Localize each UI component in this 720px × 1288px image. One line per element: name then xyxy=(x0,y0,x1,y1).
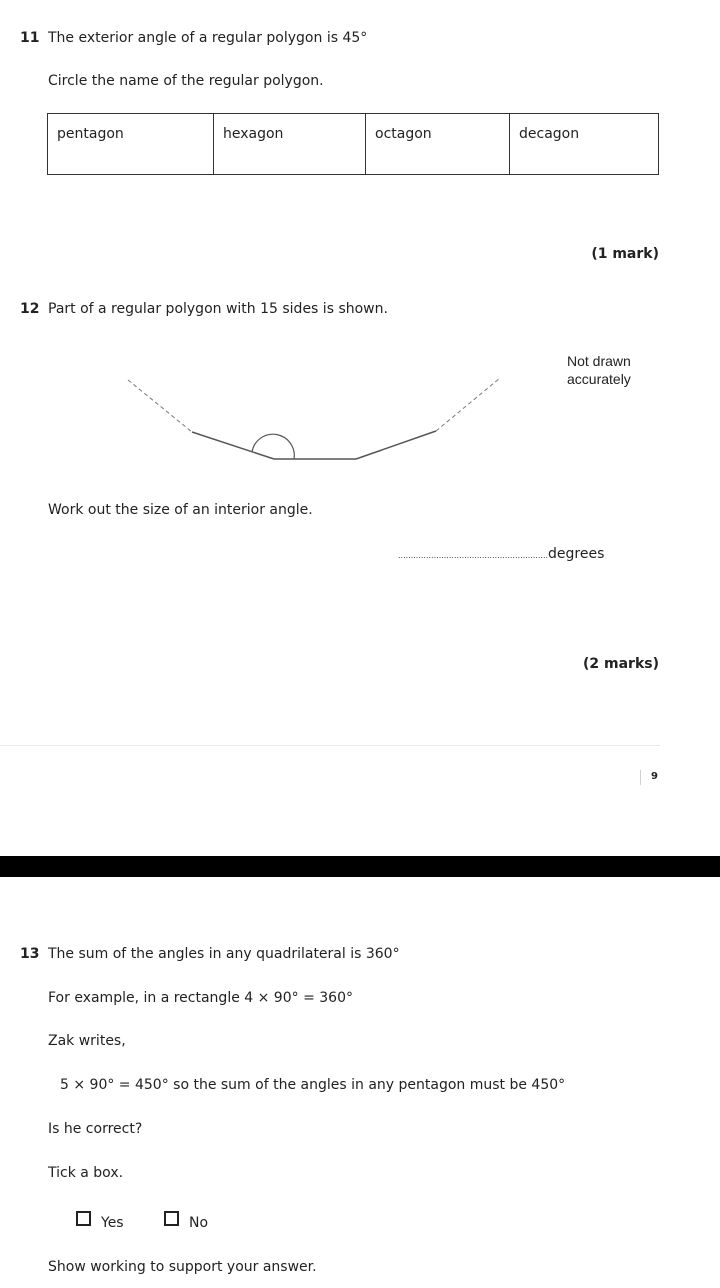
dashed-right-edge xyxy=(436,378,500,431)
q11-instruction: Circle the name of the regular polygon. xyxy=(48,73,324,89)
option-octagon[interactable]: octagon xyxy=(366,114,510,174)
q13-number: 13 xyxy=(20,946,40,962)
q13-zak-quote: 5 × 90° = 450° so the sum of the angles in any pentagon must be 450° xyxy=(60,1077,566,1093)
not-drawn-note-line1: Not drawn xyxy=(567,353,631,369)
option-pentagon[interactable]: pentagon xyxy=(48,114,214,174)
q13-tick-instruction: Tick a box. xyxy=(48,1165,124,1181)
no-checkbox[interactable] xyxy=(164,1211,179,1226)
q13-statement: The sum of the angles in any quadrilateral is 360° xyxy=(48,946,400,962)
yes-label: Yes xyxy=(101,1215,124,1231)
q12-instruction: Work out the size of an interior angle. xyxy=(48,502,313,518)
q11-number: 11 xyxy=(20,30,40,46)
option-decagon[interactable]: decagon xyxy=(519,126,580,142)
not-drawn-note-line2: accurately xyxy=(567,371,631,387)
page-number-separator xyxy=(640,770,641,785)
q12-question: Part of a regular polygon with 15 sides is shown. xyxy=(48,301,388,317)
polygon-side-right xyxy=(356,431,436,459)
q13-example: For example, in a rectangle 4 × 90° = 360° xyxy=(48,990,353,1006)
polygon-side-left xyxy=(192,432,274,459)
interior-angle-arc xyxy=(252,434,294,459)
footer-divider xyxy=(0,745,660,746)
answer-unit: degrees xyxy=(548,546,605,562)
q11-question: The exterior angle of a regular polygon is 45° xyxy=(48,30,368,46)
no-label: No xyxy=(189,1215,209,1231)
dashed-left-edge xyxy=(128,380,192,432)
q13-question: Is he correct? xyxy=(48,1121,143,1137)
page-break-bar xyxy=(0,856,720,877)
q12-number: 12 xyxy=(20,301,40,317)
q12-marks: (2 marks) xyxy=(583,656,659,672)
q11-marks: (1 mark) xyxy=(591,246,659,262)
page-number: 9 xyxy=(651,771,658,782)
q13-zak-writes: Zak writes, xyxy=(48,1033,126,1049)
q13-working-instruction: Show working to support your answer. xyxy=(48,1259,317,1275)
option-hexagon[interactable]: hexagon xyxy=(214,114,366,174)
polygon-diagram xyxy=(0,0,720,500)
answer-dots: ........................................................... xyxy=(398,551,549,560)
answer-line[interactable] xyxy=(398,545,604,563)
yes-checkbox[interactable] xyxy=(76,1211,91,1226)
